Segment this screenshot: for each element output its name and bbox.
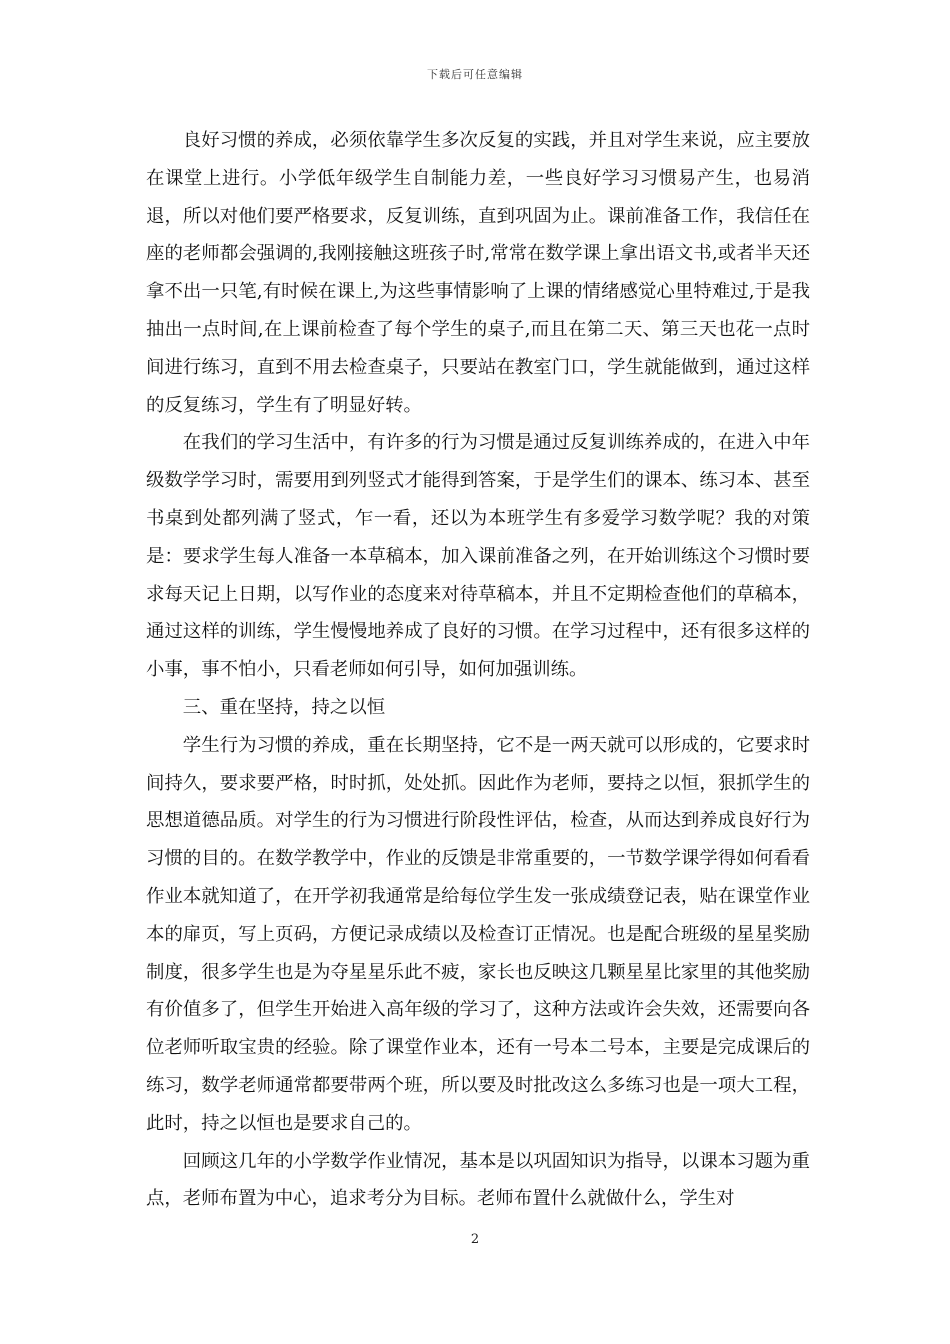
paragraph-persistence: 学生行为习惯的养成，重在长期坚持，它不是一两天就可以形成的，它要求时间持久，要求要严格，时时抓，处处抓。因此作为老师，要持之以恒，狠抓学生的思想道德品质。对学生的行为习惯进行阶段性评估，检查，从而达到养成良好行为习惯的目的。在数学教学中，作业的反馈是非常重要的，一节数学课学得如何看看作业本就知道了，在开学初我通常是给每位学生发一张成绩登记表，贴在课堂作业本的扉页，写上页码，方便记录成绩以及检查订正情况。也是配合班级的星星奖励制度，很多学生也是为夺星星乐此不疲，家长也反映这几颗星星比家里的其他奖励有价值多了，但学生开始进入高年级的学习了，这种方法或许会失效，还需要向各位老师听取宝贵的经验。除了课堂作业本，还有一号本二号本，主要是完成课后的练习，数学老师通常都要带两个班，所以要及时批改这么多练习也是一项大工程，此时，持之以恒也是要求自己的。 xyxy=(146,734,810,1134)
page-header: 下载后可任意编辑 xyxy=(427,68,523,81)
document-body xyxy=(146,122,810,1218)
page-number: 2 xyxy=(470,1232,480,1247)
section-heading-persistence: 三、重在坚持，持之以恒 xyxy=(182,696,386,718)
paragraph-draft-book: 在我们的学习生活中，有许多的行为习惯是通过反复训练养成的，在进入中年级数学学习时，需要用到列竖式才能得到答案，于是学生们的课本、练习本、甚至书桌到处都列满了竖式，乍一看，还以为本班学生有多爱学习数学呢？我的对策是：要求学生每人准备一本草稿本，加入课前准备之列，在开始训练这个习惯时要求每天记上日期，以写作业的态度来对待草稿本，并且不定期检查他们的草稿本，通过这样的训练，学生慢慢地养成了良好的习惯。在学习过程中，还有很多这样的小事，事不怕小，只看老师如何引导，如何加强训练。 xyxy=(146,432,810,681)
paragraph-habit-practice: 良好习惯的养成，必须依靠学生多次反复的实践，并且对学生来说，应主要放在课堂上进行。小学低年级学生自制能力差，一些良好学习习惯易产生，也易消退，所以对他们要严格要求，反复训练，直到巩固为止。课前准备工作，我信任在座的老师都会强调的,我刚接触这班孩子时,常常在数学课上拿出语文书,或者半天还拿不出一只笔,有时候在课上,为这些事情影响了上课的情绪感觉心里特难过,于是我抽出一点时间,在上课前检查了每个学生的桌子,而且在第二天、第三天也花一点时间进行练习，直到不用去检查桌子，只要站在教室门口，学生就能做到，通过这样的反复练习，学生有了明显好转。 xyxy=(146,130,810,416)
paragraph-homework-review: 回顾这几年的小学数学作业情况，基本是以巩固知识为指导，以课本习题为重点，老师布置为中心，追求考分为目标。老师布置什么就做什么，学生对 xyxy=(146,1150,810,1210)
